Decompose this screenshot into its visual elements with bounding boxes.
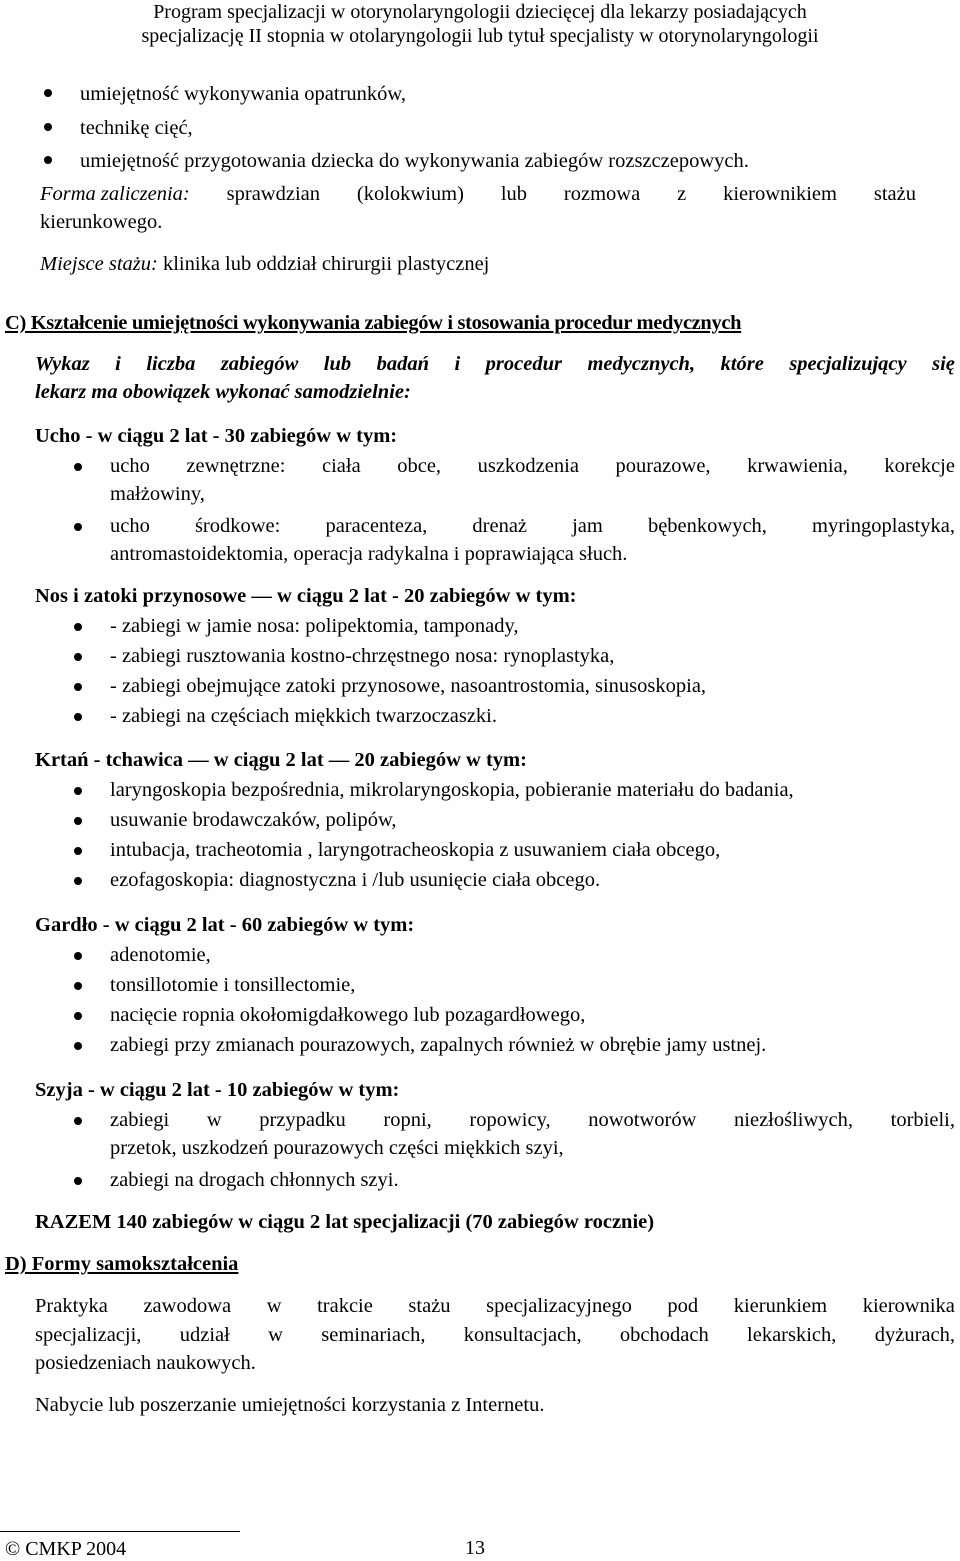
list-item: - zabiegi rusztowania kostno-chrzęstnego nosa: rynoplastyka, [110,642,955,670]
word: lub [323,353,352,375]
nabycie-paragraph: Nabycie lub poszerzanie umiejętności korzystania z Internetu. [35,1394,545,1416]
word: kierownikiem [723,183,837,205]
szyja-block [35,1076,955,1194]
section-d-heading: D) Formy samokształcenia [5,1253,239,1275]
word: specjalizujący [789,353,907,375]
gardlo-list [110,941,955,1059]
word: stażu [873,183,916,205]
miejsce-text: klinika lub oddział chirurgii plastycznej [162,253,490,275]
word: które [720,353,764,375]
list-item: zabiegi przy zmianach pourazowych, zapalnych również w obrębie jamy ustnej. [110,1031,955,1059]
list-item: tonsillotomie i tonsillectomie, [110,971,955,999]
word: liczba [146,353,196,375]
list-item: intubacja, tracheotomia , laryngotracheoskopia z usuwaniem ciała obcego, [110,836,955,864]
word: procedur [485,353,562,375]
list-item: umiejętność wykonywania opatrunków, [80,78,940,112]
list-item: laryngoskopia bezpośrednia, mikrolaryngoskopia, pobieranie materiału do badania, [110,776,955,804]
list-item: technikę cięć, [80,112,940,146]
gardlo-title: Gardło - w ciągu 2 lat - 60 zabiegów w tym: [35,914,415,936]
krtan-title: Krtań - tchawica — w ciągu 2 lat — 20 zabiegów w tym: [35,749,527,771]
intro-line-2: lekarz ma obowiązek wykonać samodzielnie: [35,381,411,403]
krtan-list [110,776,955,894]
list-item: ucho środkowe: paracenteza, drenaż jam bębenkowych, myringoplastyka, antromastoidektomia, operacja radykalna i poprawiająca słuch. [110,512,955,568]
gardlo-block [35,911,955,1059]
skills-list [80,78,940,179]
header-line-2: specjalizację II stopnia w otolaryngologii lub tytuł specjalisty w otorynolaryngologii [141,25,819,47]
word: Wykaz [35,353,90,375]
word: z [677,183,687,205]
running-header [0,0,960,48]
forma-line-1 [40,180,916,208]
list-item: - zabiegi obejmujące zatoki przynosowe, nasoantrostomia, sinusoskopia, [110,672,955,700]
word: medycznych, [587,353,696,375]
list-item: zabiegi w przypadku ropni, ropowicy, nowotworów niezłośliwych, torbieli, przetok, uszkodzeń pourazowych części miękkich szyi, [110,1106,955,1162]
word: się [932,353,955,375]
list-item: - zabiegi na częściach miękkich twarzoczaszki. [110,702,955,730]
forma-label: Forma zaliczenia: [40,183,190,205]
list-item: umiejętność przygotowania dziecka do wykonywania zabiegów rozszczepowych. [80,145,940,179]
szyja-title: Szyja - w ciągu 2 lat - 10 zabiegów w tym: [35,1079,400,1101]
krtan-block [35,746,955,894]
praktyka-paragraph: Praktyka zawodowa w trakcie stażu specjalizacyjnego pod kierunkiem kierownika specjalizacji, udział w seminariach, konsultacjach, obchodach lekarskich, dyżurach, posiedzeniach naukowych. [35,1295,955,1374]
ucho-list [110,452,955,568]
intro-line-1 [35,350,955,378]
word: i [454,353,461,375]
word: zabiegów [220,353,299,375]
list-item: - zabiegi w jamie nosa: polipektomia, tamponady, [110,612,955,640]
list-item: nacięcie ropnia okołomigdałkowego lub pozagardłowego, [110,1001,955,1029]
list-item: zabiegi na drogach chłonnych szyi. [110,1166,955,1194]
section-c-heading: C) Kształcenie umiejętności wykonywania zabiegów i stosowania procedur medycznych [5,312,742,334]
nos-list [110,612,955,730]
miejsce-stazu [40,250,489,278]
footer-copyright: © CMKP 2004 [5,1538,127,1560]
szyja-list [110,1106,955,1194]
list-item: ezofagoskopia: diagnostyczna i /lub usunięcie ciała obcego. [110,866,955,894]
word: rozmowa [563,183,641,205]
ucho-title: Ucho - w ciągu 2 lat - 30 zabiegów w tym: [35,425,398,447]
word: lub [500,183,528,205]
forma-zaliczenia [40,180,916,236]
list-item: usuwanie brodawczaków, polipów, [110,806,955,834]
list-item: adenotomie, [110,941,955,969]
nos-block [35,582,955,730]
word: (kolokwium) [356,183,464,205]
footer-rule [0,1531,240,1532]
page-number: 13 [465,1537,485,1559]
header-line-1: Program specjalizacji w otorynolaryngologii dziecięcej dla lekarzy posiadających [153,1,807,23]
list-item: ucho zewnętrzne: ciała obce, uszkodzenia pourazowe, krwawienia, korekcje małżowiny, [110,452,955,508]
nos-title: Nos i zatoki przynosowe — w ciągu 2 lat - 20 zabiegów w tym: [35,585,577,607]
ucho-block [35,422,955,568]
forma-line-2: kierunkowego. [40,211,163,233]
word: badań [376,353,429,375]
word: i [115,353,121,375]
section-c-intro [35,350,955,406]
word: sprawdzian [226,183,320,205]
razem-total: RAZEM 140 zabiegów w ciągu 2 lat specjalizacji (70 zabiegów rocznie) [35,1211,655,1233]
miejsce-label: Miejsce stażu: [40,253,158,275]
